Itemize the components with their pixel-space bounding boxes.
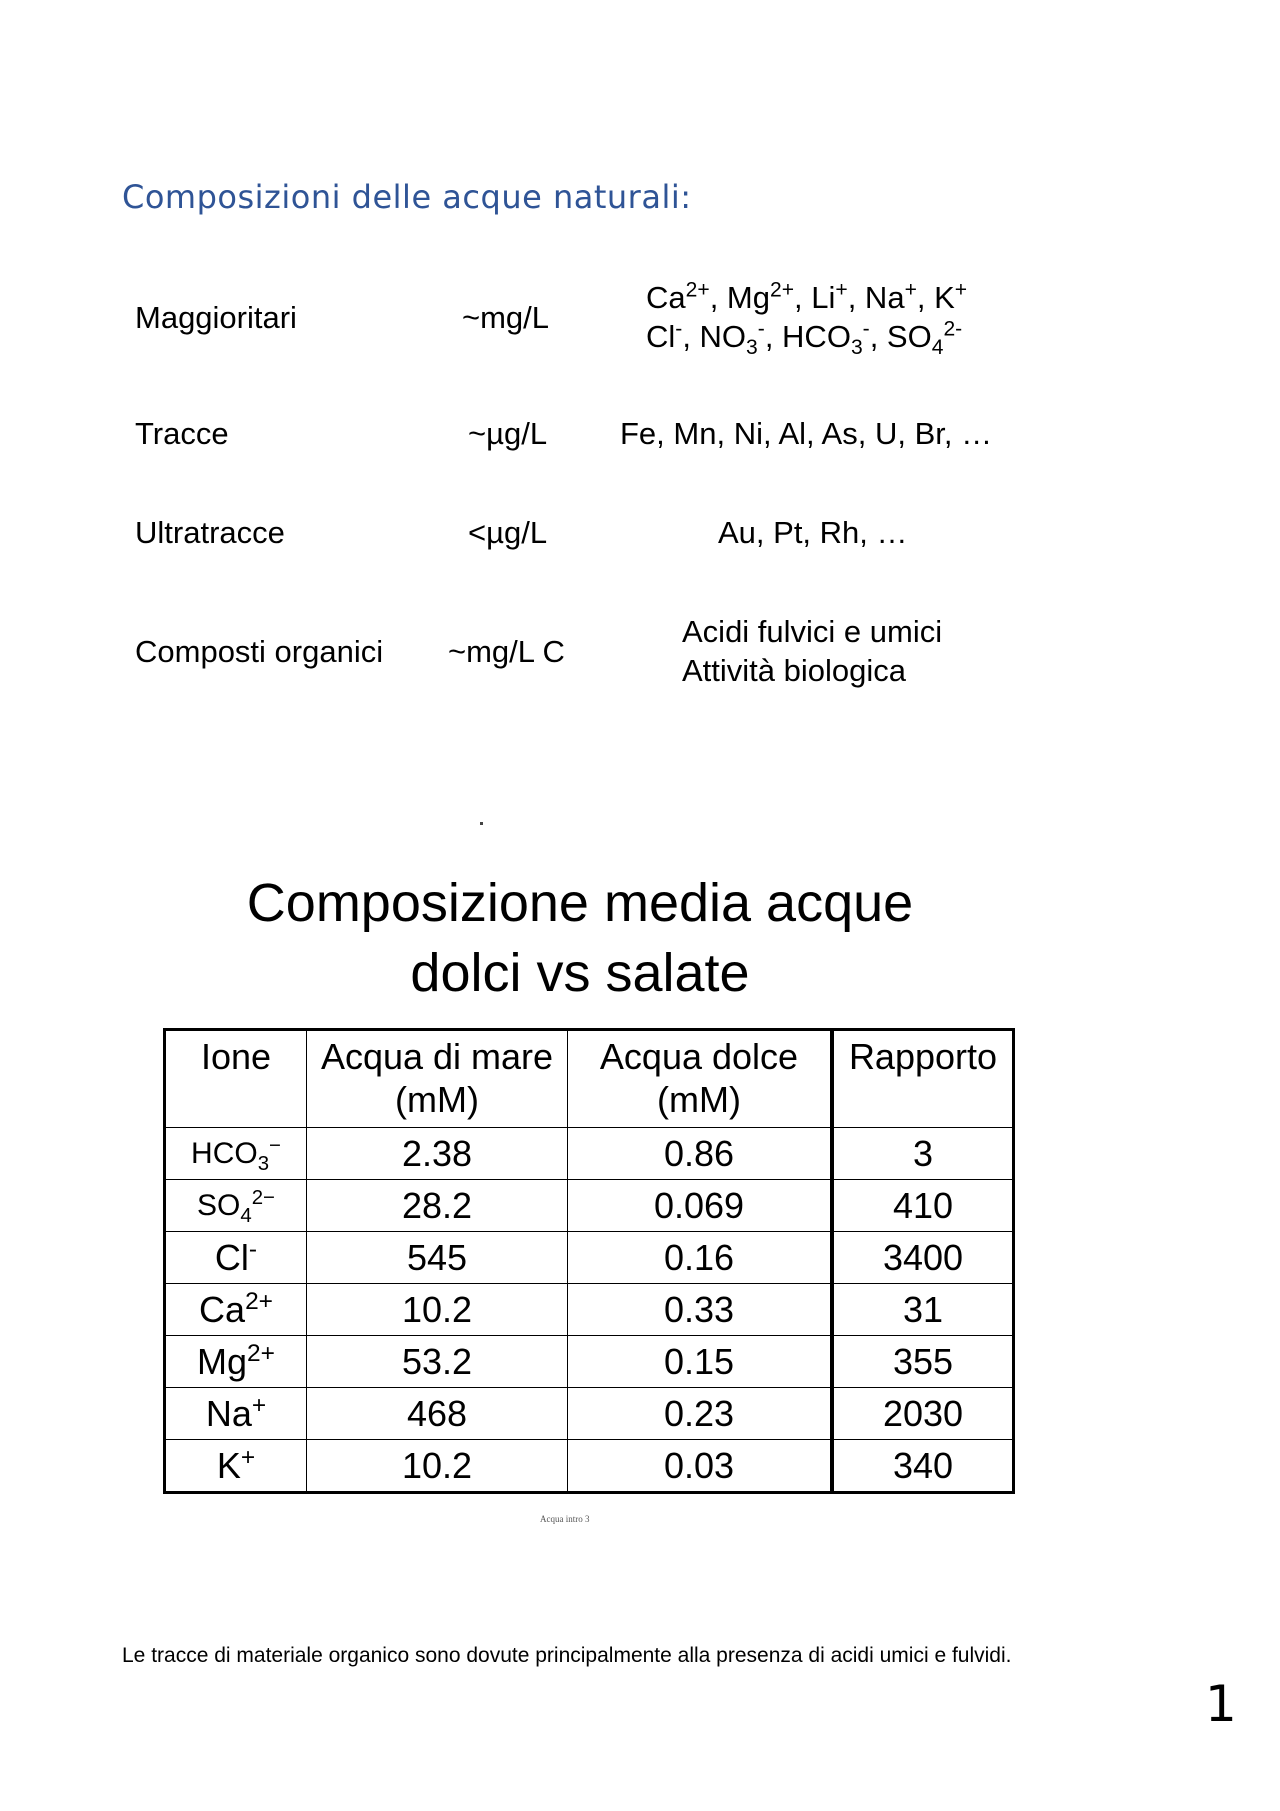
fresh-value: 0.15 [568, 1336, 833, 1388]
table-row [165, 1440, 1014, 1493]
ion-table [163, 1028, 1015, 1494]
stray-dot [480, 822, 483, 825]
fresh-value: 0.23 [568, 1388, 833, 1440]
ultratrace-elements: Au, Pt, Rh, … [718, 515, 908, 550]
slide-title-line-2: dolci vs salate [410, 943, 750, 1003]
organic-line-1: Acidi fulvici e umici [682, 614, 943, 649]
sea-value: 28.2 [307, 1180, 568, 1232]
sea-value: 2.38 [307, 1128, 568, 1180]
major-anions: Cl-, $NO_3^-$, $HCO_3^-$, $SO_4^{2-}$ [646, 317, 963, 360]
ratio-value: 410 [832, 1180, 1014, 1232]
ion-cell: Cl- [165, 1232, 307, 1284]
ion-cell: Na+ [165, 1388, 307, 1440]
category-label: Tracce [135, 416, 229, 451]
sea-value: 468 [307, 1388, 568, 1440]
fresh-value: 0.16 [568, 1232, 833, 1284]
unit-label: <µg/L [468, 515, 548, 550]
fresh-value: 0.03 [568, 1440, 833, 1493]
ion-cell: $HCO_3^-$ [165, 1128, 307, 1180]
ion-cell: $SO_4^{2-}$ [165, 1180, 307, 1232]
header-ione: Ione [165, 1030, 307, 1128]
organic-notes [682, 612, 942, 690]
unit-label: ~mg/L C [448, 634, 565, 669]
footnote: Le tracce di materiale organico sono dovute principalmente alla presenza di acidi umici e fulvidi. [122, 1644, 1012, 1667]
organic-line-2: Attività biologica [682, 653, 907, 688]
category-label: Ultratracce [135, 515, 285, 550]
fresh-value: 0.86 [568, 1128, 833, 1180]
sea-value: 53.2 [307, 1336, 568, 1388]
major-cations: $Ca^{2+}$, $Mg^{2+}$, Li+, Na+, K+ [646, 278, 968, 315]
header-rapporto: Rapporto [832, 1030, 1014, 1128]
ratio-value: 340 [832, 1440, 1014, 1493]
slide-title-line-1: Composizione media acque [246, 873, 914, 933]
ion-cell: K+ [165, 1440, 307, 1493]
ion-cell: $Mg^{2+}$ [165, 1336, 307, 1388]
table-row [165, 1336, 1014, 1388]
ratio-value: 355 [832, 1336, 1014, 1388]
header-acqua-dolce: Acqua dolce (mM) [568, 1030, 833, 1128]
ratio-value: 2030 [832, 1388, 1014, 1440]
fresh-value: 0.33 [568, 1284, 833, 1336]
category-label: Maggioritari [135, 300, 297, 335]
table-row [165, 1284, 1014, 1336]
unit-label: ~mg/L [462, 300, 550, 335]
ratio-value: 3400 [832, 1232, 1014, 1284]
trace-elements: Fe, Mn, Ni, Al, As, U, Br, … [620, 416, 993, 451]
table-row [165, 1180, 1014, 1232]
header-acqua-mare: Acqua di mare (mM) [307, 1030, 568, 1128]
fresh-value: 0.069 [568, 1180, 833, 1232]
sea-value: 10.2 [307, 1440, 568, 1493]
ratio-value: 3 [832, 1128, 1014, 1180]
category-label: Composti organici [135, 634, 384, 669]
page-number: 1 [1205, 1675, 1237, 1733]
section-heading: Composizioni delle acque naturali: [122, 178, 692, 216]
table-header-row [165, 1030, 1014, 1128]
sea-value: 10.2 [307, 1284, 568, 1336]
ion-cell: $Ca^{2+}$ [165, 1284, 307, 1336]
ratio-value: 31 [832, 1284, 1014, 1336]
slide-title [160, 868, 1000, 1008]
slide-caption: Acqua intro 3 [540, 1514, 590, 1524]
table-row [165, 1388, 1014, 1440]
table-row [165, 1232, 1014, 1284]
sea-value: 545 [307, 1232, 568, 1284]
table-row [165, 1128, 1014, 1180]
major-ions [646, 278, 968, 360]
unit-label: ~µg/L [468, 416, 548, 451]
